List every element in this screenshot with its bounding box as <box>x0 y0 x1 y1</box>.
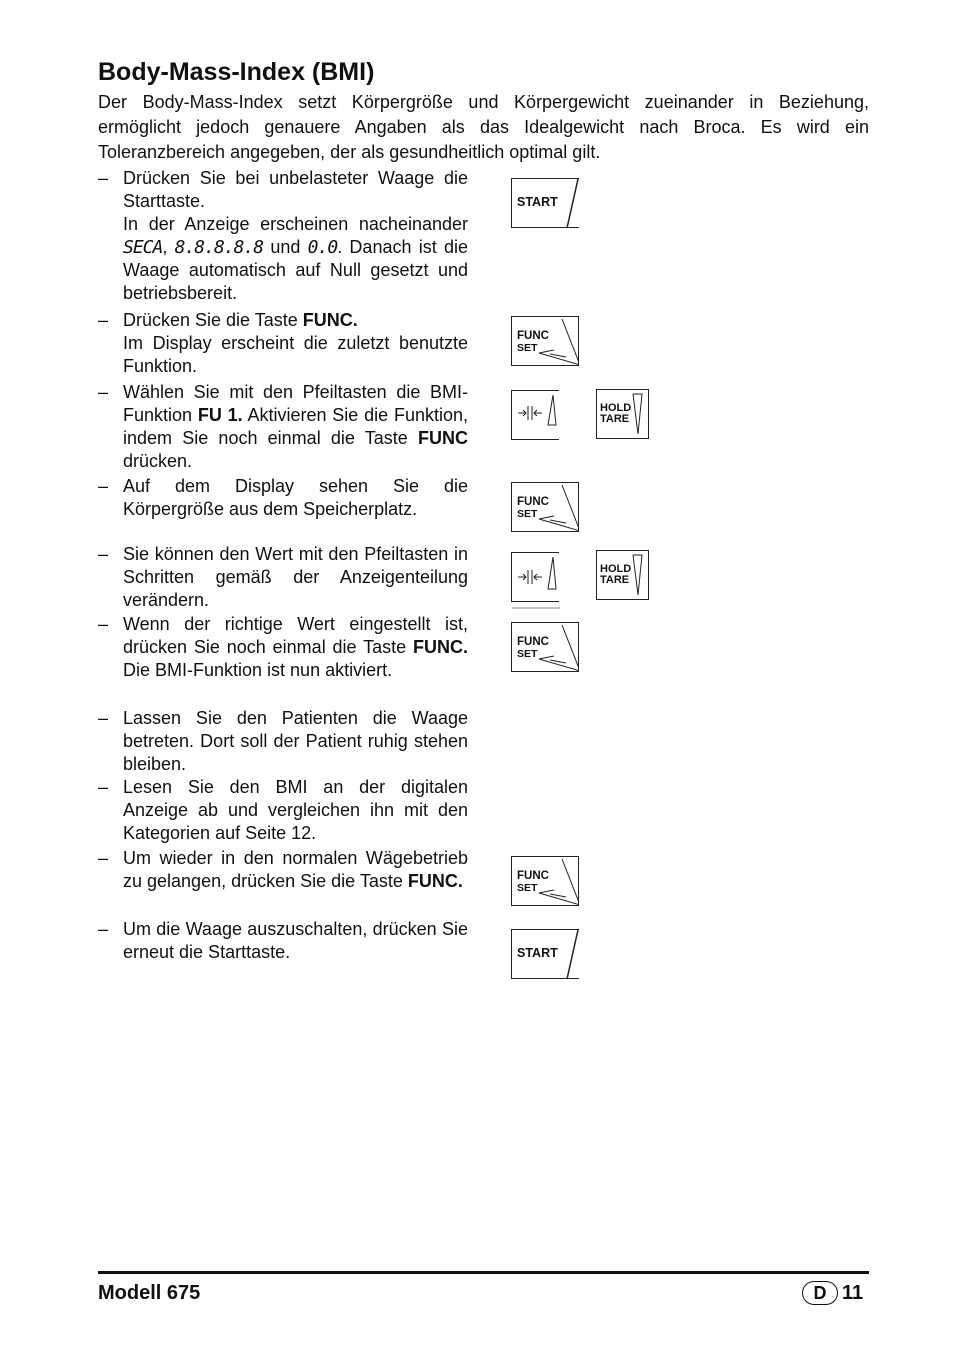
list-dash: – <box>98 848 109 868</box>
start-key-illustration <box>511 929 579 979</box>
hold-tare-key-illustration <box>596 550 649 600</box>
list-dash: – <box>98 708 109 728</box>
func-key-label: FUNC <box>517 330 549 342</box>
func-triangle-icon <box>512 857 579 906</box>
list-dash: – <box>98 544 109 564</box>
step-text: Wählen Sie mit den Pfeiltasten die BMI-Funktion <box>123 382 468 425</box>
footer-divider <box>98 1271 869 1274</box>
list-dash: – <box>98 777 109 797</box>
display-readout-test: 8.8.8.8.8 <box>174 237 264 258</box>
list-dash: – <box>98 382 109 402</box>
step-text: Aktivieren Sie die Funktion, indem Sie noch einmal die Taste <box>123 405 468 448</box>
list-item <box>98 543 468 612</box>
down-triangle-icon <box>597 551 650 601</box>
footer-model: Modell 675 <box>98 1282 201 1304</box>
list-dash: – <box>98 614 109 634</box>
arrow-left-right-icon <box>512 391 560 443</box>
func-key-label: FUNC <box>517 496 549 508</box>
step-text: Um wieder in den normalen Wägebetrieb zu gelangen, drücken Sie die Taste <box>123 848 468 891</box>
display-readout-zero: 0.0 <box>307 237 338 258</box>
step-text: Wenn der richtige Wert eingestellt ist, drücken Sie noch einmal die Taste <box>123 614 468 657</box>
key-bevel-icon <box>512 179 579 228</box>
func-triangle-icon <box>512 483 579 532</box>
set-key-label: SET <box>517 648 538 660</box>
func-triangle-icon <box>512 623 579 672</box>
step-text: Auf dem Display sehen Sie die Körpergröße aus dem Speicherplatz. <box>123 476 468 519</box>
down-triangle-icon <box>597 390 650 440</box>
list-dash: – <box>98 476 109 496</box>
step-text: Lassen Sie den Patienten die Waage betreten. Dort soll der Patient ruhig stehen bleiben. <box>123 708 468 774</box>
func-triangle-icon <box>512 317 579 366</box>
step-text: Drücken Sie die Taste <box>123 310 303 330</box>
tare-key-label: TARE <box>600 574 630 586</box>
list-item <box>98 167 468 305</box>
intro-paragraph: Der Body-Mass-Index setzt Körpergröße und Körpergewicht zueinander in Beziehung, ermöglicht jedoch genauere Angaben als das Idealgewicht nach Broca. Es wird ein Toleranzbereich angegeben, der als gesundheitlich optimal gilt. <box>98 92 869 162</box>
key-bevel-icon <box>512 930 579 979</box>
list-item <box>98 381 468 473</box>
arrow-key-illustration <box>511 552 559 602</box>
step-text: drücken. <box>123 451 193 471</box>
list-item <box>98 613 468 682</box>
step-text: In der Anzeige erscheinen nacheinander <box>123 214 468 234</box>
list-item <box>98 309 468 378</box>
func-key-label: FUNC <box>517 636 549 648</box>
list-item <box>98 707 468 776</box>
step-keyword: FUNC. <box>407 871 463 891</box>
step-keyword: FUNC. <box>302 310 358 330</box>
list-item <box>98 776 468 845</box>
func-key-illustration <box>511 316 579 366</box>
step-text: Sie können den Wert mit den Pfeiltasten in Schritten gemäß der Anzeigenteilung verändern. <box>123 544 468 610</box>
set-key-label: SET <box>517 508 538 520</box>
hold-key-label: HOLD <box>600 563 632 575</box>
step-text: , <box>162 237 175 257</box>
hold-tare-key-illustration <box>596 389 649 439</box>
list-item <box>98 918 468 964</box>
step-text: Im Display erscheint die zuletzt benutzte Funktion. <box>123 333 468 376</box>
display-readout-seca: SECA <box>123 237 163 258</box>
step-text: Lesen Sie den BMI an der digitalen Anzeige ab und vergleichen ihn mit den Kategorien auf Seite 12. <box>123 777 468 843</box>
set-key-label: SET <box>517 882 538 894</box>
list-dash: – <box>98 919 109 939</box>
footer-page-marker <box>802 1281 863 1305</box>
func-key-illustration <box>511 622 579 672</box>
start-key-label: START <box>517 195 558 209</box>
step-text: Drücken Sie bei unbelasteter Waage die Starttaste. <box>123 168 468 211</box>
func-key-illustration <box>511 856 579 906</box>
tare-key-label: TARE <box>600 413 630 425</box>
language-badge: D <box>802 1281 838 1305</box>
func-key-illustration <box>511 482 579 532</box>
page-title: Body-Mass-Index (BMI) <box>98 58 375 86</box>
arrow-key-illustration <box>511 390 559 440</box>
start-key-illustration <box>511 178 579 228</box>
list-item <box>98 847 468 893</box>
step-keyword: FUNC <box>418 428 468 448</box>
set-key-label: SET <box>517 342 538 354</box>
list-dash: – <box>98 310 109 330</box>
step-text: und <box>263 237 308 257</box>
step-text: Die BMI-Funktion ist nun aktiviert. <box>123 660 393 680</box>
list-dash: – <box>98 168 109 188</box>
step-keyword: FUNC. <box>413 637 468 657</box>
list-item <box>98 475 468 521</box>
step-text: . Danach ist die Waage automatisch auf Null gesetzt und betriebsbereit. <box>123 237 468 303</box>
step-text: Um die Waage auszuschalten, drücken Sie erneut die Starttaste. <box>123 919 468 962</box>
hold-key-label: HOLD <box>600 402 632 414</box>
arrow-left-right-icon <box>512 553 560 609</box>
func-key-label: FUNC <box>517 870 549 882</box>
step-keyword: FU 1. <box>197 405 243 425</box>
start-key-label: START <box>517 946 558 960</box>
page-number: 11 <box>842 1281 864 1304</box>
